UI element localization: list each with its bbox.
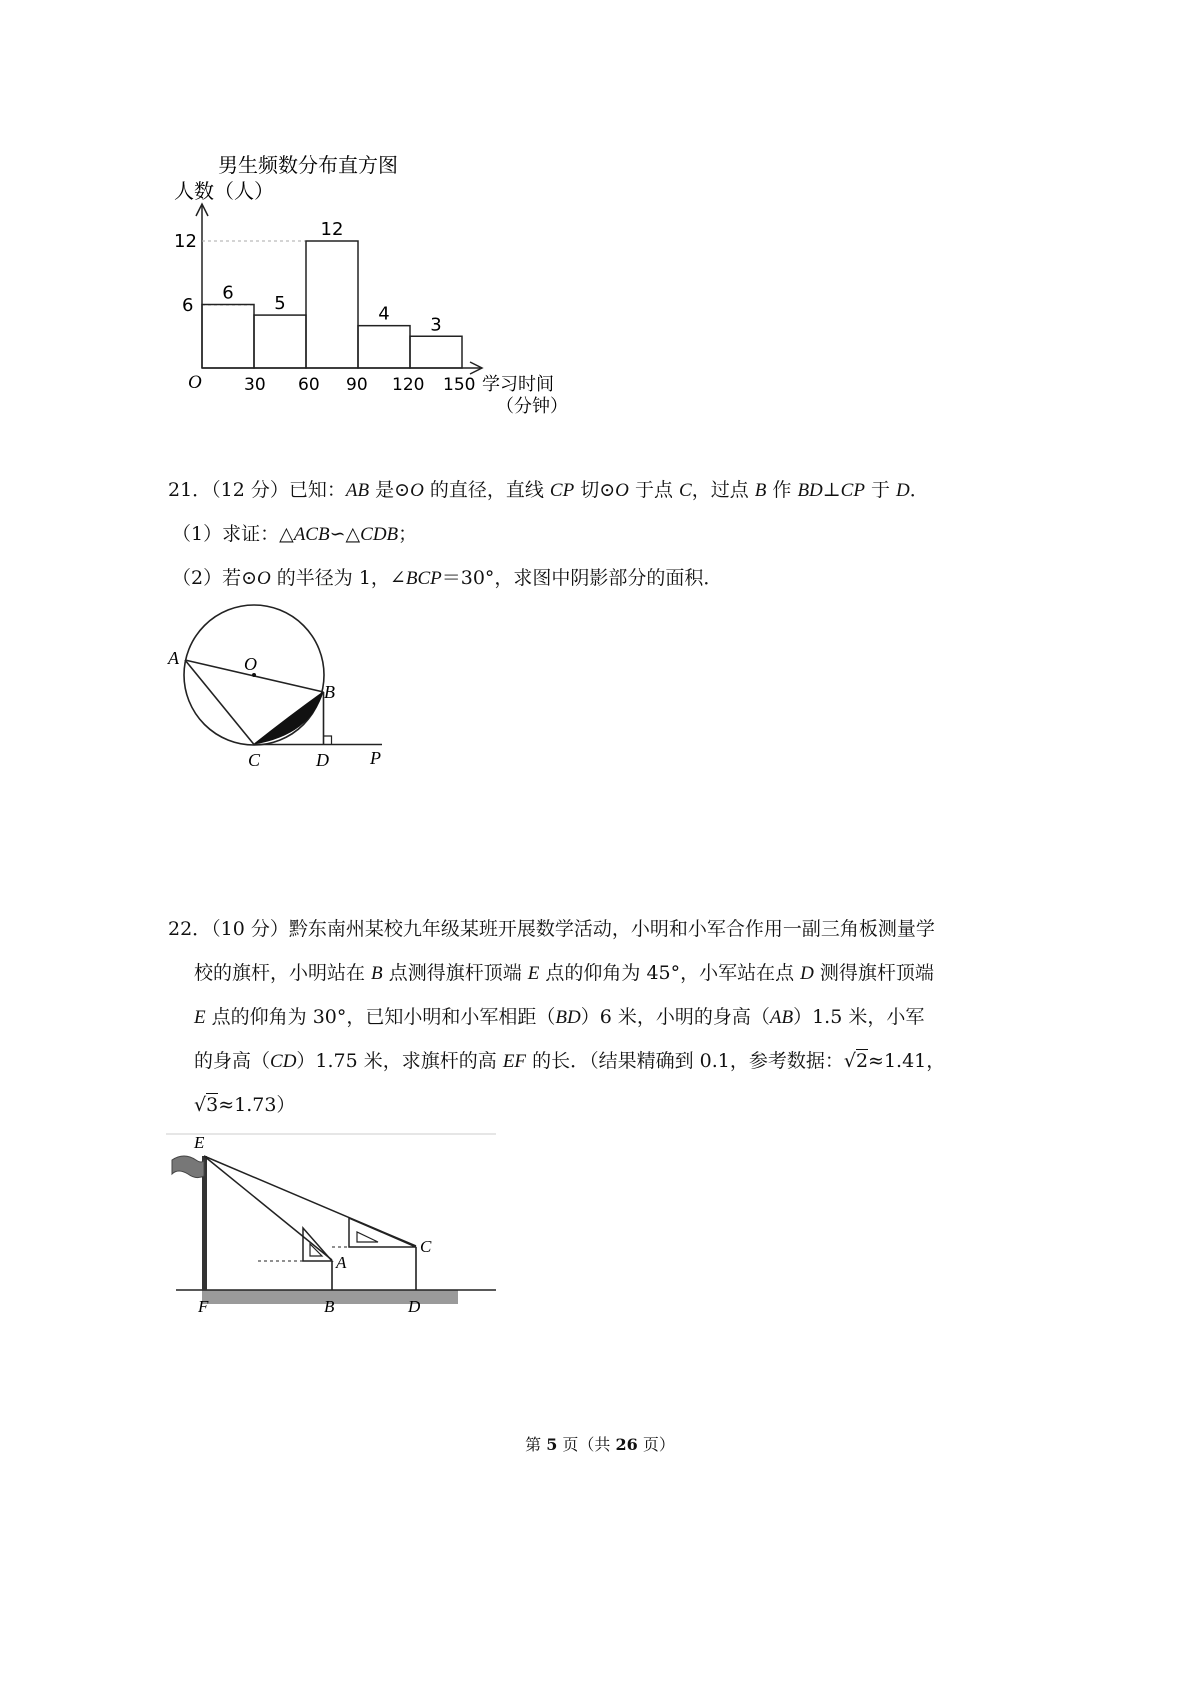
histogram-bar-labels <box>222 219 441 335</box>
q22-line2: 校的旗杆，小明站在 B 点测得旗杆顶端 E 点的仰角为 45°，小军站在点 D 测得旗杆顶端 <box>194 962 934 984</box>
bar-90-120 <box>358 326 410 368</box>
label-o: O <box>244 654 257 674</box>
bar-30-60 <box>254 315 306 368</box>
x-axis-label-line2: （分钟） <box>496 396 568 417</box>
origin-label: O <box>188 372 202 393</box>
y-axis-label: 人数（人） <box>174 179 274 203</box>
label-e: E <box>194 1133 205 1152</box>
q22-flagpole-figure <box>166 1130 500 1320</box>
bar-label-0-30: 6 <box>222 282 234 304</box>
sqrt3: √3 <box>194 1094 219 1116</box>
bar-label-90-120: 4 <box>378 303 390 325</box>
bar-label-30-60: 5 <box>274 293 286 315</box>
label-a: A <box>168 648 179 668</box>
q21-part1: （1）求证：△ACB∽△CDB； <box>172 523 418 545</box>
x-tick-120: 120 <box>392 375 425 395</box>
q21-circle-figure <box>160 600 400 780</box>
flag <box>172 1156 204 1178</box>
y-tick-6: 6 <box>182 295 194 316</box>
q22-line5: √3≈1.73） <box>194 1094 296 1116</box>
bar-0-30 <box>202 305 254 369</box>
chart-title: 男生频数分布直方图 <box>218 153 398 177</box>
x-tick-150: 150 <box>443 375 476 395</box>
label-b: B <box>324 1297 335 1316</box>
x-tick-90: 90 <box>346 375 368 395</box>
page-footer: 第 5 页（共 26 页） <box>525 1435 675 1454</box>
x-tick-60: 60 <box>298 375 320 395</box>
label-f: F <box>198 1297 209 1316</box>
q22-line4: 的身高（CD）1.75 米，求旗杆的高 EF 的长．（结果精确到 0.1，参考数据：√2≈1.41， <box>194 1050 946 1072</box>
x-tick-30: 30 <box>244 375 266 395</box>
bar-120-150 <box>410 336 462 368</box>
bar-60-90 <box>306 241 358 368</box>
right-angle-mark <box>324 736 332 745</box>
bar-label-120-150: 3 <box>430 314 442 336</box>
radical-sign: √ <box>843 1050 856 1072</box>
label-d: D <box>316 750 329 770</box>
histogram-bars <box>202 241 462 368</box>
label-c: C <box>420 1237 432 1256</box>
q22-line3: E 点的仰角为 30°，已知小明和小军相距（BD）6 米，小明的身高（AB）1.5 米，小军 <box>194 1006 925 1028</box>
label-a: A <box>336 1253 347 1272</box>
y-tick-12: 12 <box>174 231 197 252</box>
bar-label-60-90: 12 <box>320 219 344 240</box>
x-axis-label-line1: 学习时间 <box>482 374 554 395</box>
frequency-histogram <box>160 150 600 420</box>
label-c: C <box>248 750 261 770</box>
q21-part2: （2）若⊙O 的半径为 1，∠BCP＝30°，求图中阴影部分的面积． <box>172 567 723 589</box>
triangle-ruler-c-inner <box>357 1232 378 1242</box>
radical-sign: √ <box>194 1094 207 1116</box>
sightline-ea <box>204 1156 332 1260</box>
sqrt2: √2 <box>843 1050 869 1072</box>
label-d: D <box>408 1297 421 1316</box>
label-p: P <box>370 748 381 768</box>
label-b: B <box>324 682 335 702</box>
q22-line1: 22．（10 分）黔东南州某校九年级某班开展数学活动，小明和小军合作用一副三角板测量学 <box>168 918 935 940</box>
q21-stem: 21．（12 分）已知：AB 是⊙O 的直径，直线 CP 切⊙O 于点 C，过点 B 作 BD⊥CP 于 D． <box>168 479 929 501</box>
